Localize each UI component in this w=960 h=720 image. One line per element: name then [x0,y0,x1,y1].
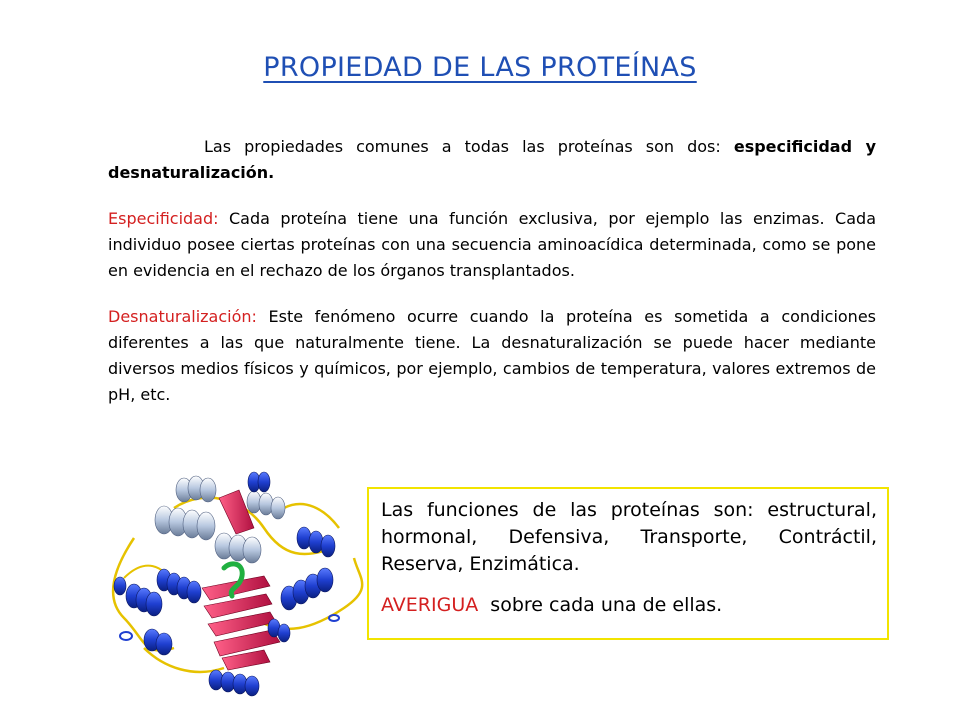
page-title: PROPIEDAD DE LAS PROTEÍNAS [263,52,697,83]
especificidad-text: Cada proteína tiene una función exclusiva, por ejemplo las enzimas. Cada individuo posee ciertas proteínas con una secuencia aminoacídica determinada, como se pone en evidencia en el rechazo de los órganos transplantados. [108,209,876,280]
desnaturalizacion-term: Desnaturalización: [108,307,257,326]
body-text [108,134,876,428]
especificidad-paragraph [108,206,876,284]
functions-text: Las funciones de las proteínas son: estructural, hormonal, Defensiva, Transporte, Contráctil, Reserva, Enzimática. [381,499,877,575]
desnaturalizacion-paragraph [108,304,876,408]
intro-text: Las propiedades comunes a todas las proteínas son dos: [204,137,734,156]
ask-paragraph [381,592,877,619]
intro-paragraph [108,134,876,186]
intro-bold: especificidad y desnaturalización. [108,137,876,182]
ask-text: sobre cada una de ellas. [478,594,723,616]
desnaturalizacion-text: Este fenómeno ocurre cuando la proteína es sometida a condiciones diferentes a las que naturalmente tiene. La desnaturalización se puede hacer mediante diversos medios físicos y químicos, por ejemplo, cambios de temperatura, valores extremos de pH, etc. [108,307,876,404]
protein-structure-image [104,468,364,698]
functions-box [367,487,889,640]
especificidad-term: Especificidad: [108,209,219,228]
ask-term: AVERIGUA [381,594,479,616]
